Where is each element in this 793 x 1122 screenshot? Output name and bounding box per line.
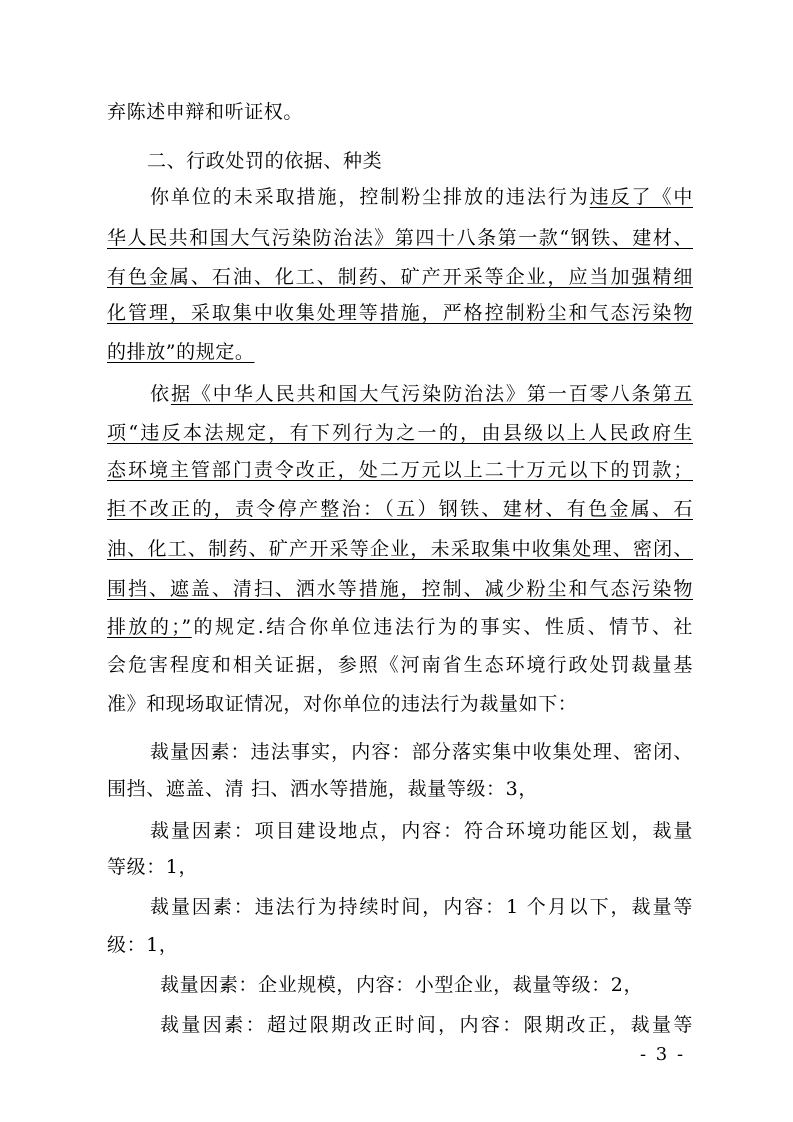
paragraph-line: 华人民共和国大气污染防治法》第四十八条第一款“钢铁、建材、 xyxy=(107,227,693,249)
paragraph-line: 裁量因素：企业规模，内容：小型企业，裁量等级：2， xyxy=(160,974,644,996)
paragraph-line: 围挡、遮盖、清扫、洒水等措施，控制、减少粉尘和气态污染物 xyxy=(107,578,693,600)
paragraph-line: 裁量因素：项目建设地点，内容：符合环境功能区划，裁量 xyxy=(150,820,693,842)
paragraph-line: 裁量因素：超过限期改正时间，内容：限期改正，裁量等 xyxy=(160,1014,693,1036)
paragraph-line: 有色金属、石油、化工、制药、矿产开采等企业，应当加强精细 xyxy=(107,266,693,288)
paragraph-line: 裁量因素：违法行为持续时间，内容：1 个月以下，裁量等 xyxy=(150,896,693,918)
paragraph-line: 排放的；”的规定.结合你单位违法行为的事实、性质、情节、社 xyxy=(107,616,693,638)
paragraph-line: 油、化工、制药、矿产开采等企业，未采取集中收集处理、密闭、 xyxy=(107,538,693,560)
paragraph-line: 围挡、遮盖、清 扫、洒水等措施，裁量等级：3， xyxy=(107,778,538,800)
paragraph-line: 准》和现场取证情况，对你单位的违法行为裁量如下： xyxy=(107,693,578,715)
paragraph-line: 化管理，采取集中收集处理等措施，严格控制粉尘和气态污染物 xyxy=(107,302,693,324)
paragraph-line: 态环境主管部门责令改正，处二万元以上二十万元以下的罚款； xyxy=(107,459,693,481)
paragraph-line: 你单位的未采取措施，控制粉尘排放的违法行为违反了《中 xyxy=(150,186,693,208)
paragraph-line: 项“违反本法规定，有下列行为之一的，由县级以上人民政府生 xyxy=(107,422,693,444)
paragraph-line: 裁量因素：违法事实，内容：部分落实集中收集处理、密闭、 xyxy=(150,741,693,763)
section-heading: 二、行政处罚的依据、种类 xyxy=(147,150,383,172)
paragraph-line: 等级：1， xyxy=(107,856,199,878)
paragraph-line: 弃陈述申辩和听证权。 xyxy=(107,101,304,123)
paragraph-line: 的排放”的规定。 xyxy=(107,341,255,363)
paragraph-line: 依据《中华人民共和国大气污染防治法》第一百零八条第五 xyxy=(150,383,693,405)
paragraph-line: 会危害程度和相关证据，参照《河南省生态环境行政处罚裁量基 xyxy=(107,654,693,676)
page-number: - 3 - xyxy=(640,1044,686,1065)
paragraph-line: 级：1， xyxy=(107,934,179,956)
paragraph-line: 拒不改正的，责令停产整治：（五）钢铁、建材、有色金属、石 xyxy=(107,498,693,520)
